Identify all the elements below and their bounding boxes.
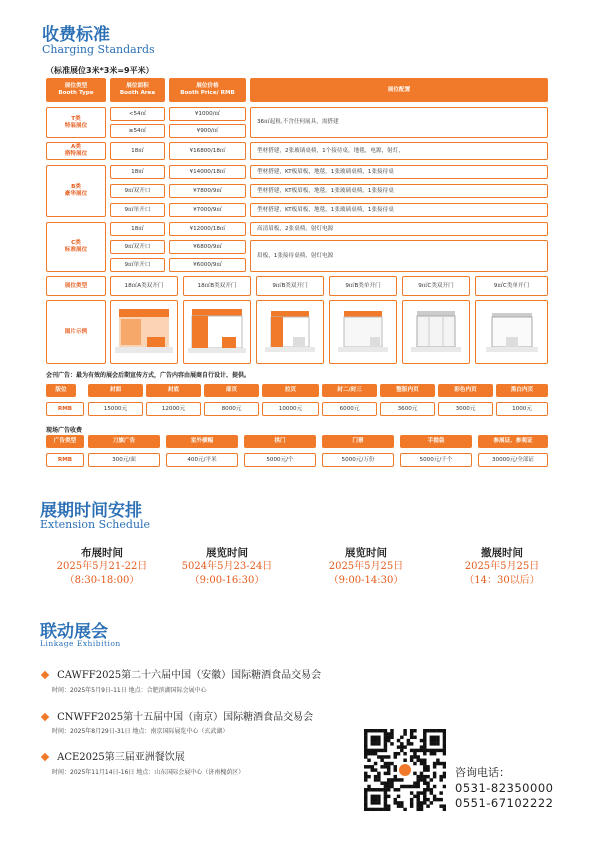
- type-2: 18㎡B类双开门: [183, 276, 251, 296]
- onsite-price-3: 5000元/个: [244, 453, 316, 467]
- onsite-price-5: 5000元/千个: [400, 453, 472, 467]
- onsite-header-5: 手提袋: [400, 435, 472, 448]
- t-price-2: ¥900/㎡: [169, 124, 246, 138]
- type-5: 9㎡C类双开门: [402, 276, 470, 296]
- booth-image-c-9-single: [475, 300, 548, 364]
- booth-label-a: A类 搭特展位: [46, 142, 106, 160]
- schedule-title-cn: 展期时间安排: [40, 501, 142, 521]
- onsite-header-1: 刀旗广告: [88, 435, 160, 448]
- schedule-item-teardown: [442, 545, 562, 587]
- booth-image-a-18: [110, 300, 178, 364]
- type-4: 9㎡B类单开门: [329, 276, 397, 296]
- schedule-item-title: 展览时间: [345, 547, 387, 559]
- qr-code-icon: [364, 729, 446, 811]
- c-area-2: 9㎡双开口: [110, 240, 165, 254]
- schedule-item-time: （8:30-18:00）: [64, 574, 140, 586]
- linkage-item-2: [42, 705, 313, 724]
- header-booth-config: 展位配置: [250, 78, 548, 102]
- b-area-1: 18㎡: [110, 165, 165, 179]
- schedule-item-date: 5024年5月23-24日: [181, 561, 273, 572]
- c-config-top: 高清眉板，2张桌椅，射灯电源: [250, 222, 548, 236]
- ads-header-3: 扉页: [204, 384, 259, 397]
- charging-title-en: Charging Standards: [42, 43, 155, 56]
- ads-header-7: 彩色内页: [438, 384, 493, 397]
- contact-label: 咨询电话：: [455, 766, 510, 779]
- contact-phone-1: 0531-82350000: [455, 781, 554, 795]
- ads-price-1: 15000元: [88, 402, 143, 416]
- onsite-header-2: 室外横幅: [166, 435, 238, 448]
- linkage-item-title: CAWFF2025第二十六届中国（安徽）国际糖酒食品交易会: [57, 670, 322, 681]
- ads-price-8: 1000元: [496, 402, 548, 416]
- catalogue-ads-note: 会刊广告：最为有效的展会后期宣传方式，广告内容由展商自行设计、提供。: [46, 372, 251, 379]
- a-price: ¥16800/18㎡: [169, 142, 246, 160]
- booth-size-note: （标准展位3米*3米=9平米）: [46, 66, 154, 75]
- ads-header-4: 拉页: [262, 384, 319, 397]
- header-booth-price: 展位价格 Booth Price/ RMB: [169, 78, 246, 102]
- onsite-price-4: 5000元/万份: [322, 453, 394, 467]
- onsite-header-label: 广告类型: [46, 435, 84, 448]
- charging-title-cn: 收费标准: [42, 25, 110, 45]
- linkage-item-sub: 时间：2025年11月14日-16日 地点：山东国际会展中心（济南槐荫区）: [52, 769, 245, 776]
- ads-header-2: 封底: [146, 384, 201, 397]
- linkage-title-cn: 联动展会: [40, 622, 108, 642]
- schedule-item-date: 2025年5月25日: [328, 561, 404, 572]
- onsite-header-4: 门票: [322, 435, 394, 448]
- a-config: 型材搭建，2张玻璃桌椅，1个接待桌，地毯，电源，射灯，: [250, 142, 548, 160]
- b-config-1: 型材搭建，KT板眉板，地毯，1张玻璃桌椅，1张接待桌: [250, 165, 548, 179]
- schedule-item-exhibit-1: [167, 545, 287, 587]
- t-area-1: <54㎡: [110, 107, 165, 121]
- ads-price-2: 12000元: [146, 402, 201, 416]
- type-1: 18㎡A类双开门: [110, 276, 178, 296]
- linkage-title-en: Linkage Exhibition: [40, 639, 121, 648]
- schedule-item-exhibit-2: [306, 545, 426, 587]
- b-area-3: 9㎡单开口: [110, 203, 165, 217]
- ads-price-6: 3600元: [380, 402, 435, 416]
- ads-header-5: 封二/封三: [322, 384, 377, 397]
- schedule-item-setup: [42, 545, 162, 587]
- c-price-3: ¥6000/9㎡: [169, 258, 246, 272]
- schedule-item-title: 布展时间: [81, 547, 123, 559]
- onsite-price-1: 300元/面: [88, 453, 160, 467]
- b-price-3: ¥7000/9㎡: [169, 203, 246, 217]
- bullet-diamond-icon: [41, 713, 49, 721]
- b-area-2: 9㎡双开口: [110, 184, 165, 198]
- ads-header-label: 版位: [46, 384, 76, 397]
- onsite-ads-note: 现场广告收费: [46, 427, 83, 434]
- booth-label-b: B类 豪华展位: [46, 165, 106, 217]
- ads-price-5: 6000元: [322, 402, 377, 416]
- linkage-item-title: CNWFF2025第十五届中国（南京）国际糖酒食品交易会: [57, 712, 314, 723]
- linkage-item-sub: 时间：2025年5月9日-11日 地点：合肥滨湖国际会展中心: [52, 687, 207, 694]
- c-area-1: 18㎡: [110, 222, 165, 236]
- contact-phone-2: 0551-67102222: [455, 796, 554, 810]
- schedule-item-date: 2025年5月21-22日: [56, 561, 148, 572]
- schedule-item-date: 2025年5月25日: [464, 561, 540, 572]
- linkage-item-1: [42, 663, 321, 682]
- onsite-row-label: RMB: [46, 453, 84, 467]
- onsite-price-2: 400元/平米: [166, 453, 238, 467]
- c-config: 眉板，1张接待桌椅，射灯电源: [250, 240, 548, 272]
- c-area-3: 9㎡单开口: [110, 258, 165, 272]
- schedule-title-en: Extension Schedule: [40, 518, 151, 531]
- booth-image-b-9-single: [329, 300, 397, 364]
- type-row-label: 展位类型: [46, 276, 106, 296]
- onsite-price-6: 30000元/全部证: [478, 453, 548, 467]
- booth-image-b-18: [183, 300, 251, 364]
- b-config-3: 型材搭建，KT板眉板，地毯，1张玻璃桌椅，1张接待桌: [250, 203, 548, 217]
- b-config-2: 型材搭建，KT板眉板，地毯，1张玻璃桌椅，1张接待桌: [250, 184, 548, 198]
- schedule-item-time: （9:00-16:30）: [189, 574, 265, 586]
- ads-header-8: 黑白内页: [496, 384, 548, 397]
- booth-image-c-9-double: [402, 300, 470, 364]
- type-6: 9㎡C类单开门: [475, 276, 548, 296]
- b-price-1: ¥14000/18㎡: [169, 165, 246, 179]
- ads-price-7: 3000元: [438, 402, 493, 416]
- ads-header-6: 整版内页: [380, 384, 435, 397]
- onsite-header-6: 参展证、参观证: [478, 435, 548, 448]
- linkage-item-3: [42, 745, 185, 764]
- booth-label-t: T类 特装展位: [46, 107, 106, 138]
- linkage-item-title: ACE2025第三届亚洲餐饮展: [57, 752, 185, 763]
- schedule-item-title: 展览时间: [206, 547, 248, 559]
- type-3: 9㎡B类双开门: [256, 276, 324, 296]
- onsite-header-3: 拱门: [244, 435, 316, 448]
- linkage-item-sub: 时间：2025年8月29日-31日 地点：南京国际展览中心（玄武湖）: [52, 728, 229, 735]
- ads-price-4: 10000元: [262, 402, 319, 416]
- schedule-item-time: （14：30以后）: [464, 574, 540, 586]
- bullet-diamond-icon: [41, 671, 49, 679]
- booth-label-c: C类 标准展位: [46, 222, 106, 272]
- ads-header-1: 封面: [88, 384, 143, 397]
- t-price-1: ¥1000/㎡: [169, 107, 246, 121]
- b-price-2: ¥7800/9㎡: [169, 184, 246, 198]
- schedule-item-time: （9:00-14:30）: [328, 574, 404, 586]
- header-booth-type: 展位类型 Booth Type: [46, 78, 106, 102]
- image-row-label: 图片示例: [46, 300, 106, 364]
- t-config: 36㎡起租,不含任何展具，需搭建: [250, 107, 548, 138]
- schedule-item-title: 撤展时间: [481, 547, 523, 559]
- c-price-2: ¥6800/9㎡: [169, 240, 246, 254]
- ads-row-label: RMB: [46, 402, 84, 416]
- ads-price-3: 8000元: [204, 402, 259, 416]
- header-booth-area: 展位面积 Booth Area: [110, 78, 165, 102]
- a-area: 18㎡: [110, 142, 165, 160]
- c-price-1: ¥12000/18㎡: [169, 222, 246, 236]
- booth-image-b-9-double: [256, 300, 324, 364]
- t-area-2: ≥54㎡: [110, 124, 165, 138]
- bullet-diamond-icon: [41, 753, 49, 761]
